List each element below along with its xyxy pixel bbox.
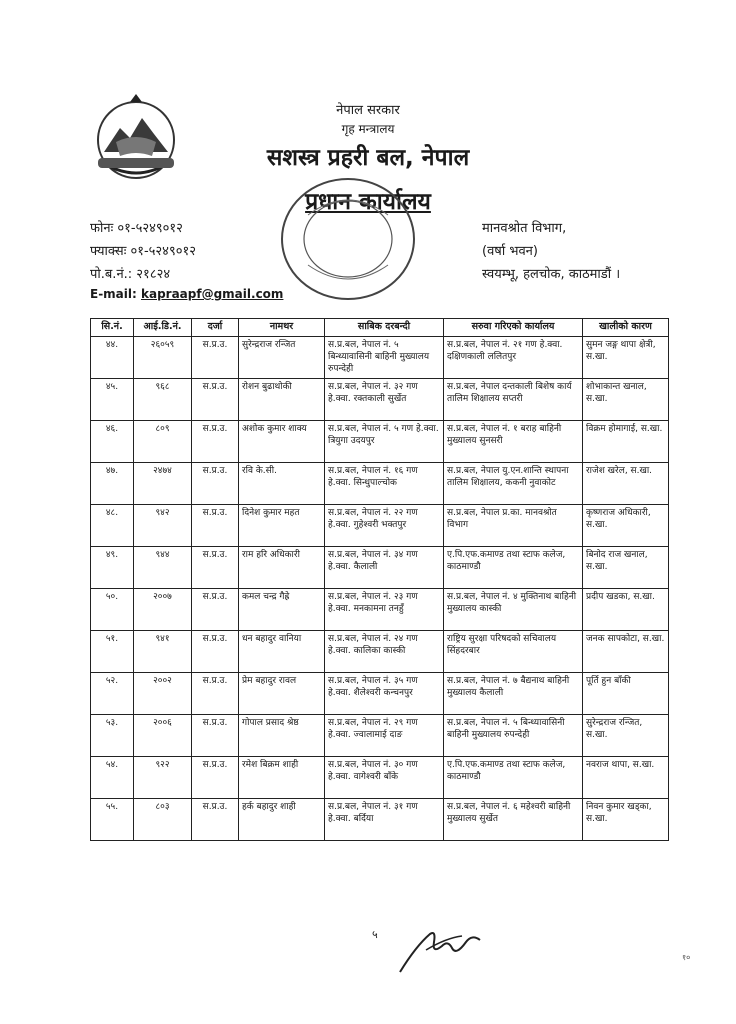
office-name: प्रधान कार्यालय bbox=[305, 189, 431, 215]
cell-id: ८०३ bbox=[134, 799, 192, 841]
cell-rank: स.प्र.उ. bbox=[192, 589, 239, 631]
table-row bbox=[91, 547, 669, 589]
table-row bbox=[91, 379, 669, 421]
cell-previous-post: स.प्र.बल, नेपाल नं. २९ गण हे.क्वा. ज्वालामाई दाङ bbox=[325, 715, 444, 757]
cell-serial: ५५. bbox=[91, 799, 134, 841]
cell-rank: स.प्र.उ. bbox=[192, 547, 239, 589]
cell-id: ९६८ bbox=[134, 379, 192, 421]
cell-rank: स.प्र.उ. bbox=[192, 421, 239, 463]
col-vacancy-reason: खालीको कारण bbox=[583, 319, 669, 337]
cell-vacancy-reason: शोभाकान्त खनाल, स.खा. bbox=[583, 379, 669, 421]
cell-previous-post: स.प्र.बल, नेपाल नं. ३२ गण हे.क्वा. रक्तकाली सुर्खेत bbox=[325, 379, 444, 421]
cell-transferred-office: स.प्र.बल, नेपाल नं. ७ बैद्यनाथ बाहिनी मुख्यालय कैलाली bbox=[444, 673, 583, 715]
cell-id: ९४२ bbox=[134, 505, 192, 547]
table-row bbox=[91, 757, 669, 799]
table-header-row bbox=[91, 319, 669, 337]
col-serial: सि.नं. bbox=[91, 319, 134, 337]
cell-serial: ४६. bbox=[91, 421, 134, 463]
cell-id: २४७४ bbox=[134, 463, 192, 505]
cell-vacancy-reason: नवराज थापा, स.खा. bbox=[583, 757, 669, 799]
cell-rank: स.प्र.उ. bbox=[192, 379, 239, 421]
cell-vacancy-reason: सुमन जङ्ग थापा क्षेत्री, स.खा. bbox=[583, 337, 669, 379]
cell-name: दिनेश कुमार महत bbox=[239, 505, 325, 547]
cell-previous-post: स.प्र.बल, नेपाल नं. २२ गण हे.क्वा. गुहेश्वरी भक्तपुर bbox=[325, 505, 444, 547]
cell-serial: ४५. bbox=[91, 379, 134, 421]
cell-vacancy-reason: निवन कुमार खड्का, स.खा. bbox=[583, 799, 669, 841]
cell-vacancy-reason: जनक सापकोटा, स.खा. bbox=[583, 631, 669, 673]
cell-transferred-office: स.प्र.बल, नेपाल दन्तकाली बिशेष कार्य तालिम शिक्षालय सप्तरी bbox=[444, 379, 583, 421]
transfer-table bbox=[90, 318, 669, 841]
cell-id: २००६ bbox=[134, 715, 192, 757]
cell-name: रोशन बुढाथोकी bbox=[239, 379, 325, 421]
table-row bbox=[91, 337, 669, 379]
fax-number: फ्याक्सः ०१-५२४९०१२ bbox=[90, 244, 196, 259]
cell-name: गोपाल प्रसाद श्रेष्ठ bbox=[239, 715, 325, 757]
signature-icon bbox=[396, 916, 492, 976]
cell-previous-post: स.प्र.बल, नेपाल नं. ३० गण हे.क्वा. वागेश्वरी बाँके bbox=[325, 757, 444, 799]
cell-id: २६०५९ bbox=[134, 337, 192, 379]
cell-rank: स.प्र.उ. bbox=[192, 799, 239, 841]
cell-name: प्रेम बहादुर रावल bbox=[239, 673, 325, 715]
email-label: E-mail: bbox=[90, 287, 137, 301]
cell-rank: स.प्र.उ. bbox=[192, 463, 239, 505]
government-name: नेपाल सरकार bbox=[336, 103, 400, 118]
cell-transferred-office: स.प्र.बल, नेपाल नं. ४ मुक्तिनाथ बाहिनी मुख्यालय कास्की bbox=[444, 589, 583, 631]
table-row bbox=[91, 673, 669, 715]
cell-serial: ४८. bbox=[91, 505, 134, 547]
cell-name: रवि के.सी. bbox=[239, 463, 325, 505]
department-building: (वर्षा भवन) bbox=[482, 244, 538, 259]
cell-previous-post: स.प्र.बल, नेपाल नं. ५ गण हे.क्वा. त्रियुगा उदयपुर bbox=[325, 421, 444, 463]
cell-previous-post: स.प्र.बल, नेपाल नं. ३४ गण हे.क्वा. कैलाली bbox=[325, 547, 444, 589]
cell-rank: स.प्र.उ. bbox=[192, 631, 239, 673]
cell-serial: ५१. bbox=[91, 631, 134, 673]
cell-transferred-office: स.प्र.बल, नेपाल नं. २१ गण हे.क्वा. दक्षिणकाली ललितपुर bbox=[444, 337, 583, 379]
cell-serial: ४९. bbox=[91, 547, 134, 589]
cell-rank: स.प्र.उ. bbox=[192, 337, 239, 379]
ministry-name: गृह मन्त्रालय bbox=[341, 122, 395, 136]
table-row bbox=[91, 631, 669, 673]
cell-rank: स.प्र.उ. bbox=[192, 715, 239, 757]
cell-vacancy-reason: सुरेन्द्रराज रन्जित, स.खा. bbox=[583, 715, 669, 757]
col-previous-post: साबिक दरबन्दी bbox=[325, 319, 444, 337]
cell-id: ९२२ bbox=[134, 757, 192, 799]
cell-name: हर्क बहादुर शाही bbox=[239, 799, 325, 841]
cell-previous-post: स.प्र.बल, नेपाल नं. ३५ गण हे.क्वा. शैलेश्वरी कन्चनपुर bbox=[325, 673, 444, 715]
cell-name: सुरेन्द्रराज रन्जित bbox=[239, 337, 325, 379]
col-name: नामथर bbox=[239, 319, 325, 337]
cell-id: २००७ bbox=[134, 589, 192, 631]
corner-mark: १० bbox=[682, 953, 691, 962]
cell-transferred-office: ए.पि.एफ.कमाण्ड तथा स्टाफ कलेज, काठमाण्डौ bbox=[444, 547, 583, 589]
nepal-emblem-icon bbox=[90, 92, 182, 184]
email-link[interactable]: kapraapf@gmail.com bbox=[141, 287, 284, 301]
department-address: स्वयम्भू, हलचोक, काठमाडौं । bbox=[482, 267, 621, 282]
col-transferred-office: सरुवा गरिएको कार्यालय bbox=[444, 319, 583, 337]
cell-previous-post: स.प्र.बल, नेपाल नं. २४ गण हे.क्वा. कालिका कास्की bbox=[325, 631, 444, 673]
force-name: सशस्त्र प्रहरी बल, नेपाल bbox=[266, 145, 470, 171]
cell-name: राम हरि अधिकारी bbox=[239, 547, 325, 589]
cell-name: धन बहादुर वानिया bbox=[239, 631, 325, 673]
cell-previous-post: स.प्र.बल, नेपाल नं. ५ बिन्ध्यावासिनी बाहिनी मुख्यालय रुपन्देही bbox=[325, 337, 444, 379]
cell-transferred-office: स.प्र.बल, नेपाल यु.एन.शान्ति स्थापना तालिम शिक्षालय, ककनी नुवाकोट bbox=[444, 463, 583, 505]
cell-id: ९४१ bbox=[134, 631, 192, 673]
cell-serial: ५३. bbox=[91, 715, 134, 757]
cell-vacancy-reason: प्रदीप खडका, स.खा. bbox=[583, 589, 669, 631]
cell-transferred-office: स.प्र.बल, नेपाल नं. १ बराह बाहिनी मुख्यालय सुनसरी bbox=[444, 421, 583, 463]
table-row bbox=[91, 589, 669, 631]
cell-transferred-office: राष्ट्रिय सुरक्षा परिषदको सचिवालय सिंहदरबार bbox=[444, 631, 583, 673]
cell-serial: ४७. bbox=[91, 463, 134, 505]
cell-vacancy-reason: कृष्णराज अधिकारी, स.खा. bbox=[583, 505, 669, 547]
cell-serial: ५२. bbox=[91, 673, 134, 715]
cell-id: ८०९ bbox=[134, 421, 192, 463]
cell-id: ९४४ bbox=[134, 547, 192, 589]
table-row bbox=[91, 421, 669, 463]
cell-serial: ५४. bbox=[91, 757, 134, 799]
cell-transferred-office: ए.पि.एफ.कमाण्ड तथा स्टाफ कलेज, काठमाण्डौ bbox=[444, 757, 583, 799]
po-box: पो.ब.नं.: २१८२४ bbox=[90, 267, 171, 282]
department-name: मानवश्रोत विभाग, bbox=[482, 221, 567, 236]
phone-number: फोनः ०१-५२४९०१२ bbox=[90, 221, 183, 236]
cell-rank: स.प्र.उ. bbox=[192, 505, 239, 547]
cell-previous-post: स.प्र.बल, नेपाल नं. २३ गण हे.क्वा. मनकामना तनहुँ bbox=[325, 589, 444, 631]
cell-vacancy-reason: पूर्ति हुन बाँकी bbox=[583, 673, 669, 715]
cell-vacancy-reason: बिनोद राज खनाल, स.खा. bbox=[583, 547, 669, 589]
cell-transferred-office: स.प्र.बल, नेपाल नं. ६ महेश्वरी बाहिनी मुख्यालय सुर्खेत bbox=[444, 799, 583, 841]
cell-serial: ५०. bbox=[91, 589, 134, 631]
cell-serial: ४४. bbox=[91, 337, 134, 379]
cell-name: रमेश बिक्रम शाही bbox=[239, 757, 325, 799]
table-row bbox=[91, 799, 669, 841]
cell-transferred-office: स.प्र.बल, नेपाल नं. ५ बिन्ध्यावासिनी बाहिनी मुख्यालय रुपन्देही bbox=[444, 715, 583, 757]
cell-previous-post: स.प्र.बल, नेपाल नं. १६ गण हे.क्वा. सिन्धुपाल्चोक bbox=[325, 463, 444, 505]
col-id: आई.डि.नं. bbox=[134, 319, 192, 337]
cell-previous-post: स.प्र.बल, नेपाल नं. ३१ गण हे.क्वा. बर्दिया bbox=[325, 799, 444, 841]
table-row bbox=[91, 505, 669, 547]
cell-rank: स.प्र.उ. bbox=[192, 673, 239, 715]
cell-vacancy-reason: राजेश खरेल, स.खा. bbox=[583, 463, 669, 505]
cell-name: अशोक कुमार शाक्य bbox=[239, 421, 325, 463]
cell-vacancy-reason: विक्रम होमागाई, स.खा. bbox=[583, 421, 669, 463]
cell-transferred-office: स.प्र.बल, नेपाल प्र.का. मानवश्रोत विभाग bbox=[444, 505, 583, 547]
page-number: ५ bbox=[372, 928, 378, 941]
cell-rank: स.प्र.उ. bbox=[192, 757, 239, 799]
table-row bbox=[91, 463, 669, 505]
cell-name: कमल चन्द्र गैह्रे bbox=[239, 589, 325, 631]
email-line bbox=[90, 287, 283, 301]
cell-id: २००२ bbox=[134, 673, 192, 715]
office-stamp-icon bbox=[278, 175, 418, 303]
col-rank: दर्जा bbox=[192, 319, 239, 337]
table-row bbox=[91, 715, 669, 757]
